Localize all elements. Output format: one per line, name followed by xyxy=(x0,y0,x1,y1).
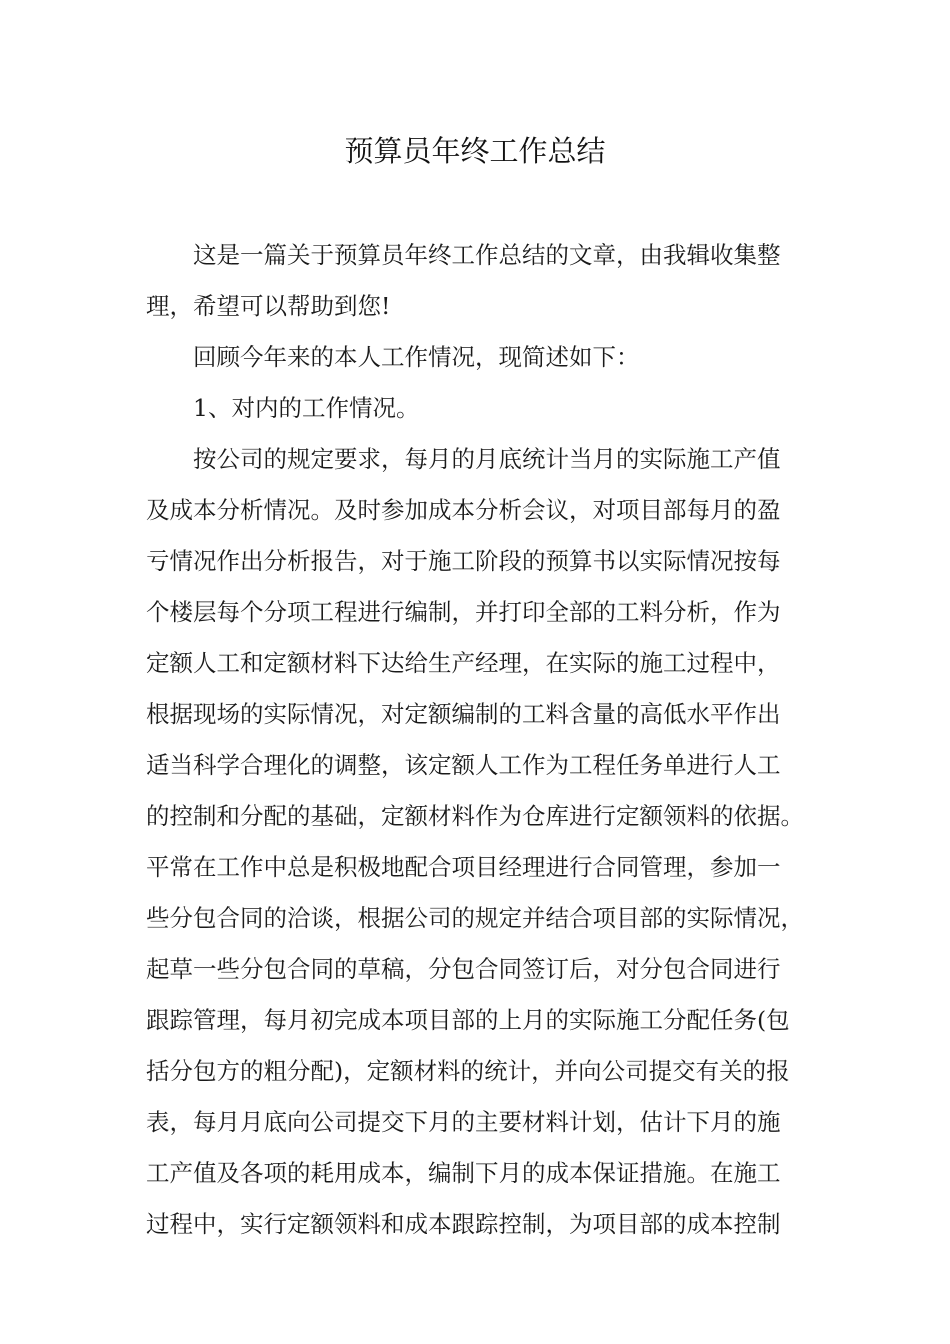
paragraph-line: 个楼层每个分项工程进行编制，并打印全部的工料分析，作为 xyxy=(146,598,781,626)
paragraph-line: 工产值及各项的耗用成本，编制下月的成本保证措施。在施工 xyxy=(146,1159,781,1187)
paragraph-line: 适当科学合理化的调整，该定额人工作为工程任务单进行人工 xyxy=(146,751,781,779)
paragraph-line: 及成本分析情况。及时参加成本分析会议，对项目部每月的盈 xyxy=(146,496,781,524)
document-body xyxy=(146,230,826,1250)
paragraph-line: 过程中，实行定额领料和成本跟踪控制，为项目部的成本控制 xyxy=(146,1210,781,1238)
paragraph-line: 些分包合同的洽谈，根据公司的规定并结合项目部的实际情况， xyxy=(146,904,804,932)
paragraph-line: 按公司的规定要求，每月的月底统计当月的实际施工产值 xyxy=(193,445,781,473)
paragraph-line: 亏情况作出分析报告，对于施工阶段的预算书以实际情况按每 xyxy=(146,547,781,575)
paragraph-line: 表，每月月底向公司提交下月的主要材料计划，估计下月的施 xyxy=(146,1108,781,1136)
paragraph-line: 回顾今年来的本人工作情况，现简述如下： xyxy=(193,343,640,371)
paragraph-line: 起草一些分包合同的草稿，分包合同签订后，对分包合同进行 xyxy=(146,955,781,983)
paragraph-line: 的控制和分配的基础，定额材料作为仓库进行定额领料的依据。 xyxy=(146,802,804,830)
paragraph-line: 定额人工和定额材料下达给生产经理，在实际的施工过程中， xyxy=(146,649,781,677)
paragraph-line: 理，希望可以帮助到您! xyxy=(146,292,391,320)
paragraph-line: 这是一篇关于预算员年终工作总结的文章，由我辑收集整 xyxy=(193,241,781,269)
paragraph-line: 括分包方的粗分配)，定额材料的统计，并向公司提交有关的报 xyxy=(146,1057,790,1085)
paragraph-line: 1、对内的工作情况。 xyxy=(193,394,420,422)
paragraph-line: 平常在工作中总是积极地配合项目经理进行合同管理，参加一 xyxy=(146,853,781,881)
paragraph-line: 根据现场的实际情况，对定额编制的工料含量的高低水平作出 xyxy=(146,700,781,728)
document-title: 预算员年终工作总结 xyxy=(344,134,606,168)
paragraph-line: 跟踪管理，每月初完成本项目部的上月的实际施工分配任务(包 xyxy=(146,1006,790,1034)
